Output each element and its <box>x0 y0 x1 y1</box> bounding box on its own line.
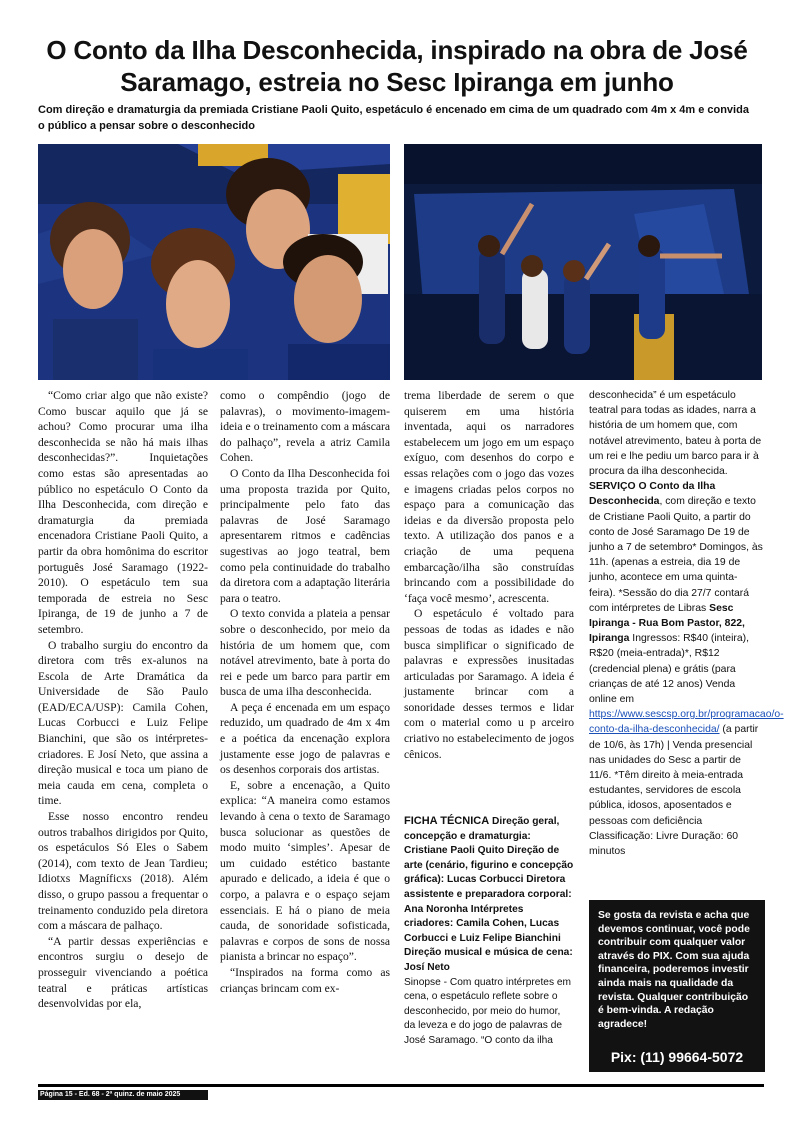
sinopse: Sinopse - Com quatro intérpretes em cena, o espetáculo reflete sobre o desconhecido, por meio do humor, da leveza e do jogo de palavras de José Saramago. “O conto da ilha <box>404 976 572 1046</box>
paragraph: “Como criar algo que não existe? Como buscar aquilo que já se achou? Como procurar uma ilha desconhecida se não há mais ilhas desconhecidas?”. Inquietações como estas são apresentadas ao público no espetáculo O Conto da Ilha Desconhecida, com direção e dramaturgia da premiada encenadora Cristiane Paoli Quito, a partir da obra homônima do escritor português José Saramago (1922-2010). O espetáculo tem sua temporada de estreia no Sesc Ipiranga, de 19 de junho a 7 de setembro. <box>38 389 208 636</box>
servico-column <box>589 388 784 859</box>
paragraph: como o compêndio (jogo de palavras), o movimento-imagem-ideia e o treinamento com a máscara do palhaço”, revela a atriz Camila Cohen. <box>220 389 390 465</box>
paragraph: “A partir dessas experiências e encontros surgiu o desejo de prosseguir vivenciando a poética teatral e práticas artísticas desenvolvidas por ela, <box>38 934 208 1011</box>
paragraph: desconhecida” é um espetáculo teatral para todas as idades, narra a história de um homem que, com notável atrevimento, bateu à porta de um rei e lhe pediu um barco para ir à procura da ilha desconhecida. <box>589 390 762 478</box>
paragraph: Esse nosso encontro rendeu outros trabalhos dirigidos por Quito, os espetáculos Só Eles o Sabem (2014), com texto de Jean Tardieu; Idiotxs Magníficxs (2018). Além disso, o grupo passou a frequentar o treinamento conduzido pela diretora com a máscara de palhaço. <box>38 810 208 933</box>
footer-rule <box>38 1084 764 1087</box>
page-footer: Página 15 - Ed. 68 - 2ª quinz. de maio 2025 <box>38 1090 208 1100</box>
pix-key: Pix: (11) 99664-5072 <box>610 1049 744 1065</box>
servico-info: (a partir de 10/6, às 17h) | Venda presencial nas unidades do Sesc a partir de 11/6. *Têm direito à meia-entrada estudantes, servidores de escola pública, idosos, aposentados e pessoas com deficiência Classificação: Livre Duração: 60 minutos <box>589 724 759 858</box>
paragraph: O texto convida a plateia a pensar sobre o desconhecido, por meio da história de um homem que, com notável atrevimento, bate à porta do rei e pede um barco para partir em busca de uma ilha desconhecida. <box>220 607 390 699</box>
cast-portrait-photo <box>38 144 390 380</box>
tickets-link[interactable]: https://www.sescsp.org.br/programacao/o-conto-da-ilha-desconhecida/ <box>589 709 784 736</box>
servico-label: SERVIÇO O Conto da Ilha Desconhecida <box>589 481 716 508</box>
ficha-tecnica <box>404 814 574 1049</box>
body-column-3 <box>404 388 574 762</box>
paragraph: O trabalho surgiu do encontro da diretora com três ex-alunos na Escola de Arte Dramática da Universidade de São Paulo (EAD/ECA/USP): Camila Cohen, Lucas Corbucci e Luiz Felipe Bianchini, que são os intérpretes-criadores. E Josí Neto, que assina a direção musical e toca um piano de meia cauda em cena, completa o time. <box>38 638 208 808</box>
article-subtitle: Com direção e dramaturgia da premiada Cristiane Paoli Quito, espetáculo é encenado em cima de um quadrado com 4m x 4m e convida o público a pensar sobre o desconhecido <box>38 104 749 132</box>
servico-text: , com direção e texto de Cristiane Paoli Quito, a partir do conto de José Saramago De 19 de junho a 7 de setembro* Domingos, às 11h. (apenas a estreia, dia 19 de junho, acontece em uma quinta-feira). *Sessão do dia 27/7 contará com intérpretes de Libras <box>589 496 763 614</box>
article-title: O Conto da Ilha Desconhecida, inspirado na obra de José Saramago, estreia no Sesc Ipiranga em junho <box>46 35 748 97</box>
body-column-1 <box>38 388 208 1012</box>
venue: Sesc Ipiranga - Rua Bom Pastor, 822, Ipiranga <box>589 602 745 645</box>
paragraph: E, sobre a encenação, a Quito explica: “A maneira como estamos levando à cena o texto de Saramago busca solucionar as questões de modo muito ‘simples’. Apesar de um cuidado estético bastante apurado e delicado, a ideia é que o corpo, a palavra e o espaço sejam essenciais. E há o piano de meia cauda, de sonoridade sofisticada, palavras e corpos de sons de nossa pianista a brincar no espaço”. <box>220 778 390 964</box>
ficha-credits: Direção geral, concepção e dramaturgia: Cristiane Paoli Quito Direção de arte (cenário, figurino e concepção gráfica): Lucas Corbucci Diretora assistente e preparadora corporal: Ana Noronha Intérpretes criadores: Camila Cohen, Lucas Corbucci e Luiz Felipe Bianchini Direção musical e música de cena: Josí Neto <box>404 816 574 973</box>
donation-box <box>589 900 765 1072</box>
body-column-2 <box>220 388 390 996</box>
paragraph: A peça é encenada em um espaço reduzido, um quadrado de 4m x 4m e a poética da encenação explora justamente esse jogo de palavras e os desenhos corporais dos artistas. <box>220 700 390 777</box>
stage-scene-photo <box>404 144 762 380</box>
paragraph: “Inspirados na forma como as crianças brincam com ex- <box>220 965 390 995</box>
paragraph: O Conto da Ilha Desconhecida foi uma proposta trazida por Quito, principalmente pelo fato das palavras de José Saramago apresentarem ritmos e cadências sugestivas ao jogo teatral, bem como pela continuidade do trabalho da diretora com a adaptação literária para o teatro. <box>220 466 390 605</box>
paragraph: O espetáculo é voltado para pessoas de todas as idades e não busca simplificar o significado de palavras e expressões inusitadas articuladas por Saramago. A ideia é justamente brincar com a sonoridade desses termos e lidar com o material como u p arceiro criativo no estabelecimento de jogos cênicos. <box>404 607 574 761</box>
ficha-label: FICHA TÉCNICA <box>404 815 490 827</box>
donation-text: Se gosta da revista e acha que devemos continuar, você pode contribuir com qualquer valor através do PIX. Com sua ajuda financeira, poderemos investir ainda mais na qualidade da revista. Qualquer contribuição é bem-vinda. A redação agradece! <box>598 910 750 1030</box>
servico-prices: Ingressos: R$40 (inteira), R$20 (meia-entrada)*, R$12 (credencial plena) e grátis (para crianças de até 12 anos) Venda online em <box>589 633 749 706</box>
paragraph: trema liberdade de serem o que quiserem em uma história inventada, aqui os narradores estabelecem um jogo em um espaço exíguo, com desenhos do corpo e essas relações com o jogo das vozes e imagens criadas pelos corpos no espaço para a comunicação das ideias e da diversão proposta pelo texto. A utilização dos panos e a criação de uma pequena embarcação/ilha são construídas brincando com a possibilidade do ‘faça você mesmo’, acrescenta. <box>404 389 574 605</box>
